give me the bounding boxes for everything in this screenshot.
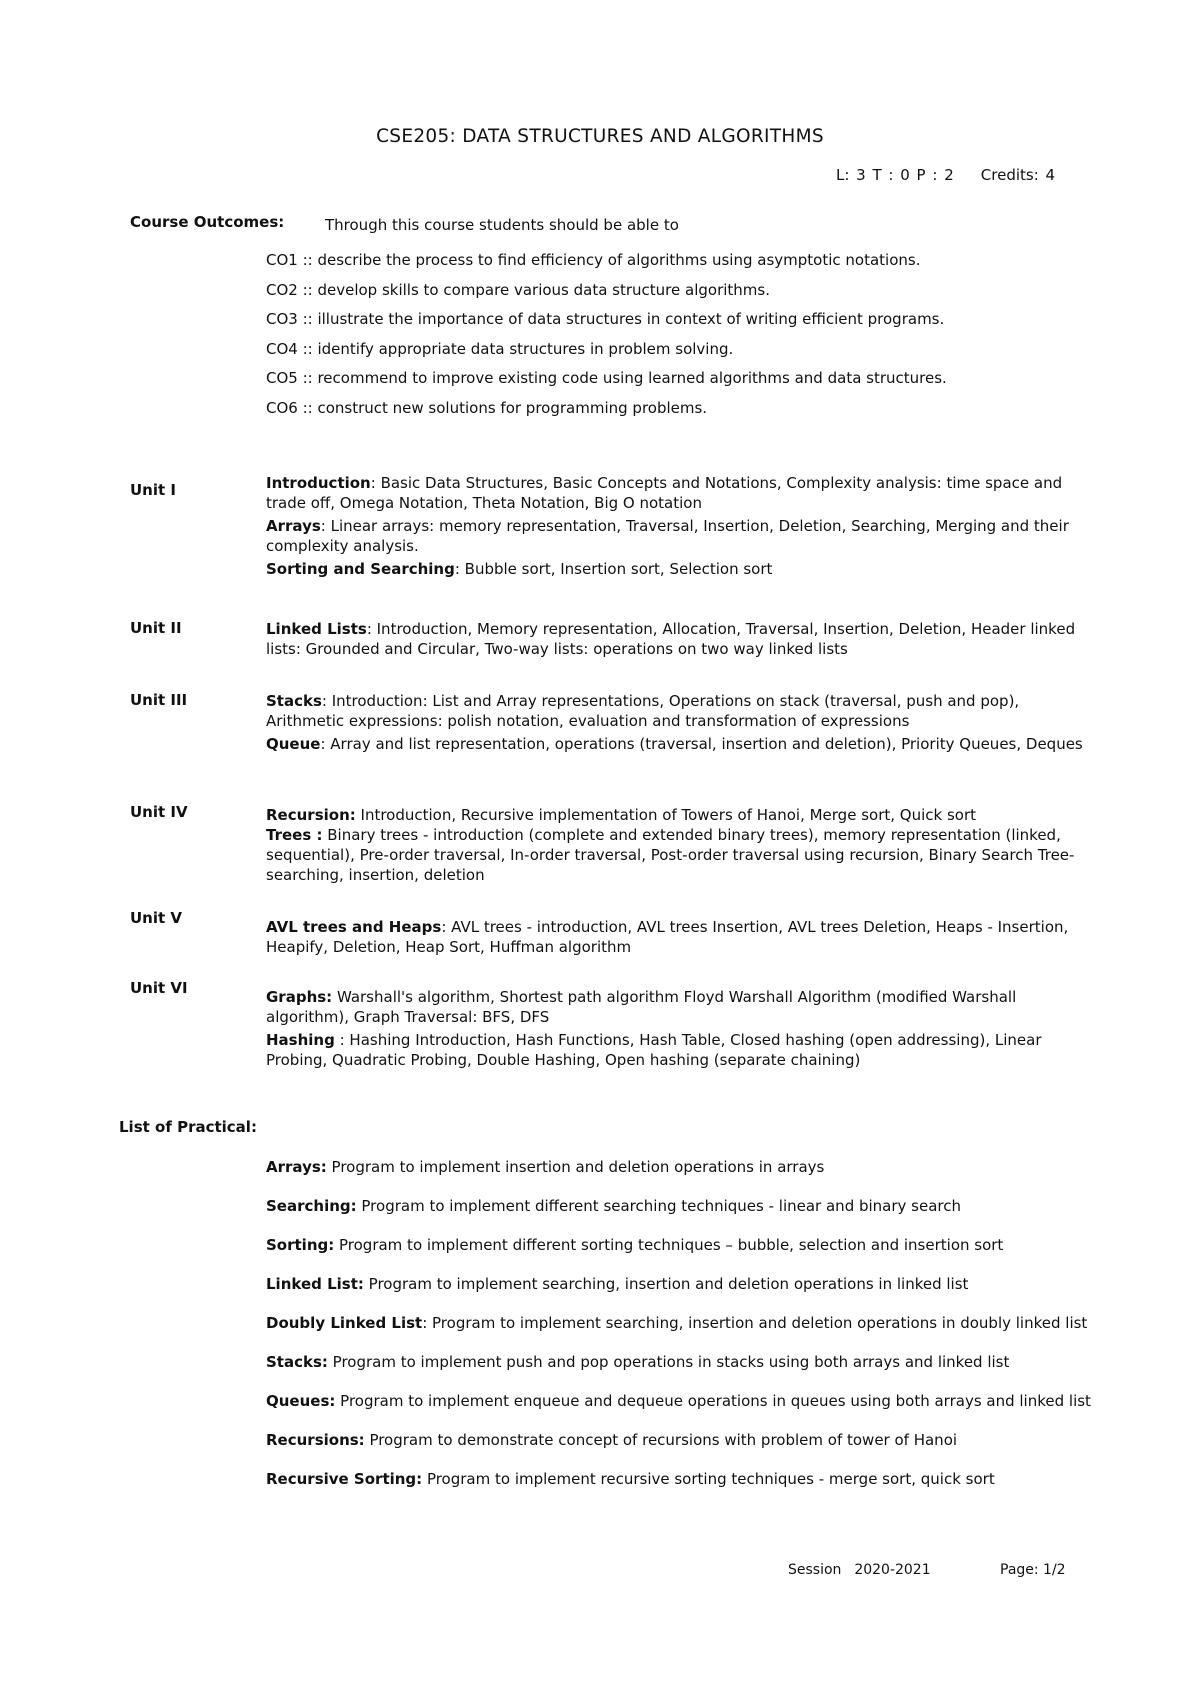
practical-text: Program to implement different searching techniques - linear and binary search	[356, 1197, 962, 1215]
practicals-label: List of Practical:	[119, 1118, 257, 1136]
course-outcome-item: CO3 :: illustrate the importance of data structures in context of writing efficient programs.	[266, 310, 945, 328]
practical-text: Program to implement recursive sorting techniques - merge sort, quick sort	[422, 1470, 995, 1488]
unit-topic	[266, 619, 1102, 659]
practical-text: Program to implement enqueue and dequeue operations in queues using both arrays and linked list	[335, 1392, 1091, 1410]
unit-topic	[266, 473, 1102, 513]
topic-text: : Introduction, Memory representation, Allocation, Traversal, Insertion, Deletion, Header linked lists: Grounded and Circular, Two-way lists: operations on two way linked lists	[266, 620, 1076, 658]
topic-heading: Recursion:	[266, 806, 356, 824]
unit-1-body	[266, 473, 1102, 582]
course-outcomes-intro: Through this course students should be able to	[325, 216, 679, 234]
practical-heading: Queues:	[266, 1392, 336, 1410]
practical-item	[266, 1235, 1102, 1255]
unit-3-body	[266, 691, 1102, 757]
topic-heading: Queue	[266, 735, 321, 753]
practical-text: Program to implement push and pop operations in stacks using both arrays and linked list	[327, 1353, 1010, 1371]
topic-text: Warshall's algorithm, Shortest path algorithm Floyd Warshall Algorithm (modified Warshall algorithm), Graph Traversal: BFS, DFS	[266, 988, 1017, 1026]
page-title: CSE205: DATA STRUCTURES AND ALGORITHMS	[376, 126, 824, 147]
topic-heading: Trees :	[266, 826, 323, 844]
topic-heading: Graphs:	[266, 988, 333, 1006]
unit-2-label: Unit II	[130, 619, 182, 637]
unit-1-label: Unit I	[130, 481, 176, 499]
topic-text: : Introduction: List and Array representations, Operations on stack (traversal, push and pop), Arithmetic expressions: polish notation, evaluation and transformation of expressions	[266, 692, 1020, 730]
topic-text: Introduction, Recursive implementation of Towers of Hanoi, Merge sort, Quick sort	[355, 806, 977, 824]
practical-heading: Stacks:	[266, 1353, 328, 1371]
practical-item	[266, 1196, 1102, 1216]
practical-heading: Searching:	[266, 1197, 357, 1215]
unit-5-body	[266, 917, 1102, 960]
course-outcome-item: CO2 :: develop skills to compare various data structure algorithms.	[266, 280, 770, 299]
unit-topic	[266, 987, 1102, 1027]
practical-heading: Recursions:	[266, 1431, 365, 1449]
practical-heading: Sorting:	[266, 1236, 335, 1254]
unit-6-label: Unit VI	[130, 979, 188, 997]
session-label: Session 2020-2021	[788, 1562, 931, 1578]
topic-text: : Array and list representation, operations (traversal, insertion and deletion), Priority Queues, Deques	[320, 735, 1083, 753]
topic-text: : Bubble sort, Insertion sort, Selection sort	[454, 560, 773, 578]
unit-topic	[266, 917, 1102, 957]
unit-4-label: Unit IV	[130, 803, 188, 821]
unit-topic	[266, 559, 1102, 579]
unit-5-label: Unit V	[130, 909, 183, 927]
practical-heading: Linked List:	[266, 1275, 364, 1293]
course-outcome-item: CO1 :: describe the process to find efficiency of algorithms using asymptotic notations.	[266, 251, 921, 269]
course-outcomes-list	[266, 250, 1146, 427]
topic-heading: Stacks	[266, 692, 322, 710]
practical-item	[266, 1313, 1102, 1333]
unit-topic	[266, 691, 1102, 731]
topic-text: : AVL trees - introduction, AVL trees Insertion, AVL trees Deletion, Heaps - Insertion, Heapify, Deletion, Heap Sort, Huffman algorithm	[266, 918, 1069, 956]
unit-topic	[266, 1030, 1102, 1070]
topic-text: Binary trees - introduction (complete and extended binary trees), memory representation (linked, sequential), Pre-order traversal, In-order traversal, Post-order traversal using recursion, Binary Search Tree- searching, insertion, deletion	[266, 826, 1075, 884]
topic-heading: Sorting and Searching	[266, 560, 455, 578]
practical-item	[266, 1469, 1102, 1489]
unit-6-body	[266, 987, 1102, 1073]
topic-heading: Introduction	[266, 474, 371, 492]
unit-topic	[266, 805, 1102, 825]
course-outcomes-label: Course Outcomes:	[130, 213, 285, 231]
practical-heading: Recursive Sorting:	[266, 1470, 423, 1488]
practical-text: Program to implement searching, insertion and deletion operations in linked list	[363, 1275, 969, 1293]
unit-4-body	[266, 805, 1102, 888]
unit-topic	[266, 734, 1102, 754]
practical-item	[266, 1430, 1102, 1450]
topic-text: : Basic Data Structures, Basic Concepts and Notations, Complexity analysis: time space and trade off, Omega Notation, Theta Notation, Big O notation	[266, 474, 1063, 512]
practical-text: : Program to implement searching, insertion and deletion operations in doubly linked list	[422, 1314, 1088, 1332]
topic-heading: Arrays	[266, 517, 321, 535]
practical-item	[266, 1352, 1102, 1372]
page-number: Page: 1/2	[1000, 1562, 1066, 1578]
course-outcome-item: CO6 :: construct new solutions for programming problems.	[266, 398, 708, 417]
unit-topic	[266, 516, 1102, 556]
practical-text: Program to demonstrate concept of recursions with problem of tower of Hanoi	[364, 1431, 958, 1449]
practical-item	[266, 1157, 1102, 1177]
topic-text: : Hashing Introduction, Hash Functions, Hash Table, Closed hashing (open addressing), Linear Probing, Quadratic Probing, Double Hashing, Open hashing (separate chaining)	[266, 1031, 1042, 1069]
practical-text: Program to implement insertion and deletion operations in arrays	[326, 1158, 825, 1176]
unit-2-body	[266, 619, 1102, 662]
topic-heading: Hashing	[266, 1031, 335, 1049]
topic-heading: Linked Lists	[266, 620, 367, 638]
ltp-credits: L: 3 T : 0 P : 2 Credits: 4	[836, 166, 1056, 184]
practicals-list	[266, 1157, 1102, 1508]
practical-item	[266, 1274, 1102, 1294]
course-outcome-item: CO4 :: identify appropriate data structures in problem solving.	[266, 339, 734, 358]
unit-topic	[266, 825, 1102, 885]
topic-heading: AVL trees and Heaps	[266, 918, 442, 936]
course-outcome-item: CO5 :: recommend to improve existing code using learned algorithms and data structures.	[266, 369, 947, 387]
topic-text: : Linear arrays: memory representation, Traversal, Insertion, Deletion, Searching, Merging and their complexity analysis.	[266, 517, 1069, 555]
practical-text: Program to implement different sorting techniques – bubble, selection and insertion sort	[334, 1236, 1004, 1254]
unit-3-label: Unit III	[130, 691, 188, 709]
practical-heading: Doubly Linked List	[266, 1314, 423, 1332]
practical-item	[266, 1391, 1102, 1411]
practical-heading: Arrays:	[266, 1158, 327, 1176]
